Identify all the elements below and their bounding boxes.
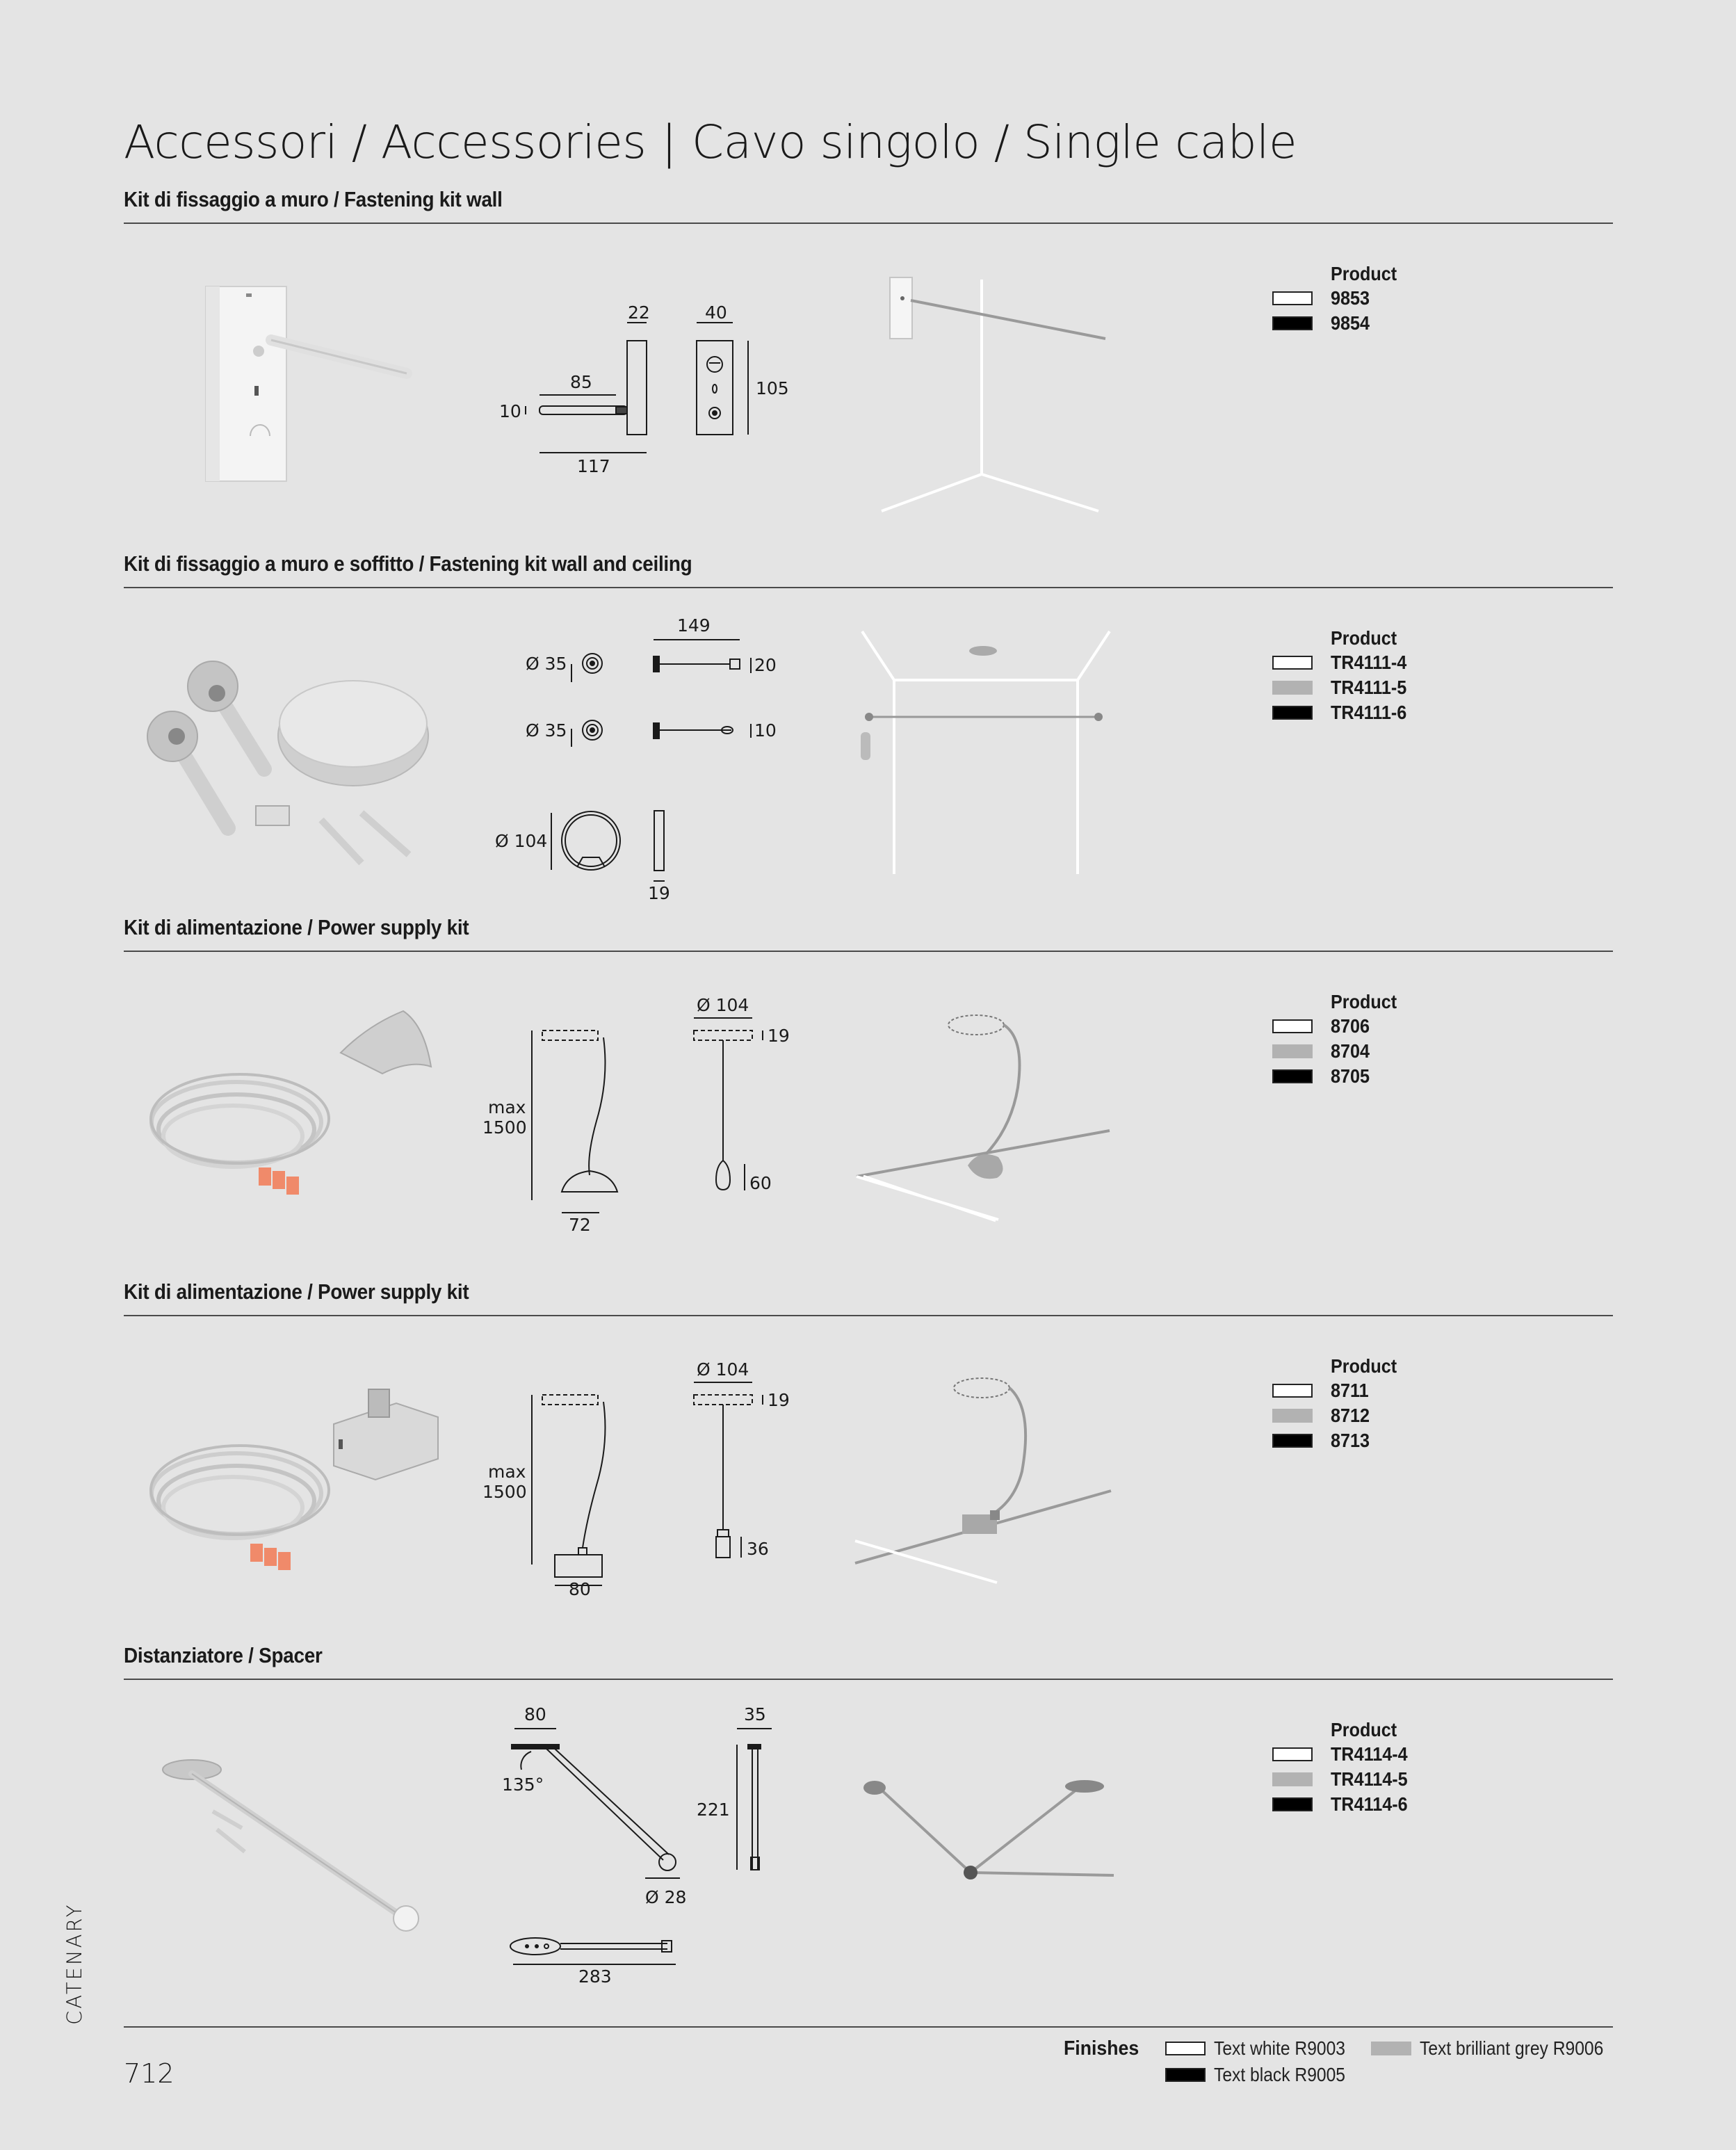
section-title: Kit di fissaggio a muro / Fastening kit wall	[124, 187, 503, 211]
legend-title: Product	[1331, 991, 1397, 1012]
swatch-black	[1165, 2068, 1206, 2082]
swatch-black	[1272, 1069, 1313, 1083]
power-kit-installation-drawing	[857, 1015, 1110, 1221]
swatch-grey	[1272, 1772, 1313, 1786]
dim-rod-length: 85	[570, 372, 592, 392]
product-code: TR4114-6	[1331, 1793, 1408, 1815]
dim-max-value: 1500	[482, 1117, 527, 1138]
swatch-white	[1272, 1384, 1313, 1398]
dim-width: 80	[569, 1579, 591, 1599]
page-title-right: Cavo singolo / Single cable	[692, 115, 1297, 169]
dim-side-width: 35	[744, 1704, 766, 1724]
section-wall-kit	[0, 186, 1736, 533]
dim-width: 72	[569, 1215, 591, 1235]
section-drawings	[0, 1278, 1736, 1626]
product-row	[1272, 1014, 1404, 1039]
page-number: 712	[124, 2058, 175, 2089]
product-code: 9854	[1331, 312, 1370, 334]
page-title-left: Accessori / Accessories	[124, 115, 647, 169]
product-row	[1272, 311, 1404, 336]
swatch-grey	[1272, 681, 1313, 695]
section-wall-ceiling-kit	[0, 550, 1736, 903]
product-code: 9853	[1331, 287, 1370, 309]
section-title: Kit di alimentazione / Power supply kit	[124, 915, 469, 939]
dim-side-2: 10	[754, 720, 777, 741]
finishes-title: Finishes	[1064, 2037, 1139, 2060]
product-row	[1272, 1792, 1416, 1817]
dim-length: 149	[677, 615, 711, 636]
power-kit-technical-drawing	[532, 1382, 763, 1585]
section-title: Kit di alimentazione / Power supply kit	[124, 1279, 469, 1304]
product-code: TR4114-4	[1331, 1743, 1408, 1765]
dim-max-label: max	[488, 1462, 526, 1482]
legend-title: Product	[1331, 263, 1397, 284]
product-code: 8706	[1331, 1015, 1370, 1037]
spacer-installation-drawing	[863, 1780, 1114, 1880]
section-spacer	[0, 1642, 1736, 1989]
swatch-white	[1272, 1019, 1313, 1033]
finish-item	[1165, 2036, 1363, 2061]
legend-title: Product	[1331, 1355, 1397, 1377]
section-drawings	[0, 186, 1736, 533]
product-row	[1272, 675, 1415, 700]
dim-end-diam: Ø 28	[645, 1887, 687, 1907]
product-code: 8713	[1331, 1430, 1370, 1451]
product-row	[1272, 1403, 1404, 1428]
spacer-technical-drawing	[510, 1729, 772, 1964]
swatch-grey	[1272, 1044, 1313, 1058]
power-kit-installation-drawing	[855, 1378, 1111, 1583]
swatch-white	[1272, 1747, 1313, 1761]
swatch-black	[1272, 706, 1313, 720]
product-code: 8704	[1331, 1040, 1370, 1062]
finish-label: Text black R9005	[1214, 2064, 1346, 2085]
product-legend	[1272, 990, 1404, 1089]
legend-title: Product	[1331, 1719, 1397, 1740]
dim-height: 36	[747, 1539, 769, 1559]
swatch-black	[1272, 1797, 1313, 1811]
product-row	[1272, 1378, 1404, 1403]
dim-height: 60	[749, 1173, 772, 1193]
dim-canopy-depth: 19	[768, 1026, 790, 1046]
section-power-kit-1	[0, 914, 1736, 1261]
dim-length: 283	[578, 1966, 612, 1987]
product-legend	[1272, 1355, 1404, 1453]
product-code: TR4111-6	[1331, 702, 1407, 723]
dim-top-width: 22	[628, 302, 650, 323]
spacer-photo	[163, 1760, 419, 1931]
product-code: 8712	[1331, 1405, 1370, 1426]
product-legend	[1272, 1718, 1416, 1817]
wall-ceiling-kit-photo	[147, 661, 428, 863]
finish-label: Text white R9003	[1214, 2037, 1346, 2059]
finish-item	[1371, 2036, 1628, 2061]
product-row	[1272, 1742, 1416, 1767]
dim-plate-width: 80	[524, 1704, 546, 1724]
section-power-kit-2	[0, 1278, 1736, 1626]
product-legend	[1272, 262, 1404, 336]
product-code: TR4111-4	[1331, 652, 1407, 673]
finish-item	[1165, 2062, 1363, 2087]
wall-kit-installation-drawing	[882, 277, 1105, 511]
dim-front-width: 40	[705, 302, 727, 323]
page-title	[124, 111, 1297, 174]
dim-canopy-depth: 19	[648, 883, 670, 903]
product-row	[1272, 1039, 1404, 1064]
power-kit-photo	[151, 1011, 431, 1195]
dim-canopy-depth: 19	[768, 1390, 790, 1410]
dim-height: 105	[756, 378, 789, 398]
section-drawings	[0, 550, 1736, 903]
title-separator: |	[661, 115, 677, 169]
dim-canopy-diam: Ø 104	[495, 831, 548, 851]
power-kit-technical-drawing	[532, 1018, 763, 1213]
dim-diam-1: Ø 35	[526, 654, 567, 674]
dim-angle: 135°	[502, 1775, 544, 1795]
swatch-white	[1272, 656, 1313, 670]
swatch-black	[1272, 316, 1313, 330]
dim-rod-diameter: 10	[499, 401, 521, 421]
swatch-grey	[1371, 2042, 1411, 2055]
wall-kit-photo	[206, 286, 407, 481]
footer-divider	[124, 2026, 1613, 2028]
section-title: Kit di fissaggio a muro e soffitto / Fastening kit wall and ceiling	[124, 551, 692, 576]
product-row	[1272, 1767, 1416, 1792]
dim-canopy-diam: Ø 104	[697, 1359, 749, 1380]
dim-max-value: 1500	[482, 1482, 527, 1502]
catalog-section-label: CATENARY	[63, 1902, 86, 2025]
wall-ceiling-kit-technical-drawing	[551, 640, 751, 881]
swatch-white	[1165, 2042, 1206, 2055]
power-kit-photo	[151, 1389, 438, 1570]
product-row	[1272, 1428, 1404, 1453]
product-legend	[1272, 627, 1415, 725]
product-row	[1272, 1064, 1404, 1089]
dim-canopy-diam: Ø 104	[697, 995, 749, 1015]
product-row	[1272, 650, 1415, 675]
dim-diam-2: Ø 35	[526, 720, 567, 741]
product-row	[1272, 700, 1415, 725]
dim-side-1: 20	[754, 655, 777, 675]
wall-kit-technical-drawing	[526, 323, 748, 453]
dim-side-height: 221	[697, 1800, 730, 1820]
product-code: TR4114-5	[1331, 1768, 1408, 1790]
product-row	[1272, 286, 1404, 311]
section-drawings	[0, 1642, 1736, 1989]
dim-total-length: 117	[577, 456, 610, 476]
product-code: 8711	[1331, 1380, 1369, 1401]
legend-title: Product	[1331, 627, 1397, 649]
section-title: Distanziatore / Spacer	[124, 1643, 323, 1667]
swatch-black	[1272, 1434, 1313, 1448]
product-code: TR4111-5	[1331, 677, 1407, 698]
dim-max-label: max	[488, 1097, 526, 1117]
finish-label: Text brilliant grey R9006	[1420, 2037, 1604, 2059]
wall-ceiling-installation-drawing	[861, 631, 1110, 874]
swatch-white	[1272, 291, 1313, 305]
finishes-legend	[1064, 2036, 1620, 2099]
product-code: 8705	[1331, 1065, 1370, 1087]
swatch-grey	[1272, 1409, 1313, 1423]
section-drawings	[0, 914, 1736, 1261]
